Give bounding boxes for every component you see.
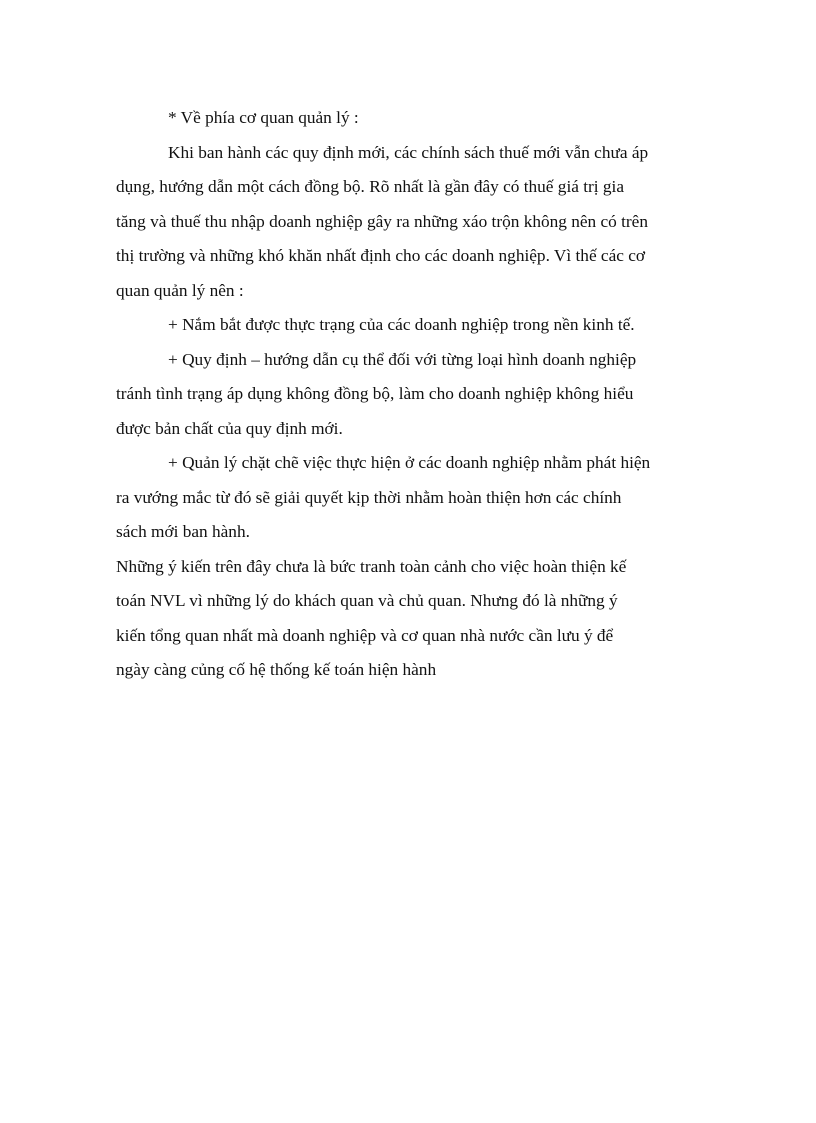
paragraph-line: kiến tổng quan nhất mà doanh nghiệp và cơ quan nhà nước cần lưu ý để — [116, 625, 614, 645]
paragraph-line: + Quản lý chặt chẽ việc thực hiện ở các doanh nghiệp nhằm phát hiện — [168, 453, 651, 472]
paragraph-line: sách mới ban hành. — [116, 522, 250, 541]
paragraph-line: ra vướng mắc từ đó sẽ giải quyết kịp thời nhằm hoàn thiện hơn các chính — [116, 487, 622, 507]
paragraph-line: + Quy định – hướng dẫn cụ thể đối với từng loại hình doanh nghiệp — [168, 349, 637, 369]
section-heading: * Về phía cơ quan quản lý : — [168, 108, 359, 127]
paragraph-line: quan quản lý nên : — [116, 280, 244, 300]
bullet-understand-situation — [116, 308, 702, 343]
document-body — [116, 101, 702, 688]
paragraph-line: ngày càng củng cố hệ thống kế toán hiện hành — [116, 660, 437, 679]
closing-paragraph — [116, 550, 702, 688]
paragraph-line: tránh tình trạng áp dụng không đồng bộ, làm cho doanh nghiệp không hiểu — [116, 384, 634, 403]
paragraph-line: + Nắm bắt được thực trạng của các doanh nghiệp trong nền kinh tế. — [168, 315, 635, 334]
bullet-strict-management — [116, 446, 702, 550]
paragraph-line: tăng và thuế thu nhập doanh nghiệp gây ra những xáo trộn không nên có trên — [116, 211, 648, 231]
paragraph-line: Những ý kiến trên đây chưa là bức tranh toàn cảnh cho việc hoàn thiện kế — [116, 556, 627, 576]
bullet-specific-guidance — [116, 343, 702, 447]
paragraph-line: dụng, hướng dẫn một cách đồng bộ. Rõ nhất là gần đây có thuế giá trị gia — [116, 177, 625, 196]
paragraph-line: toán NVL vì những lý do khách quan và chủ quan. Nhưng đó là những ý — [116, 591, 618, 610]
paragraph-policy-issues — [116, 136, 702, 309]
paragraph-line: được bản chất của quy định mới. — [116, 418, 343, 438]
paragraph-line: Khi ban hành các quy định mới, các chính sách thuế mới vẫn chưa áp — [168, 142, 649, 162]
paragraph-line: thị trường và những khó khăn nhất định cho các doanh nghiệp. Vì thế các cơ — [116, 246, 646, 265]
